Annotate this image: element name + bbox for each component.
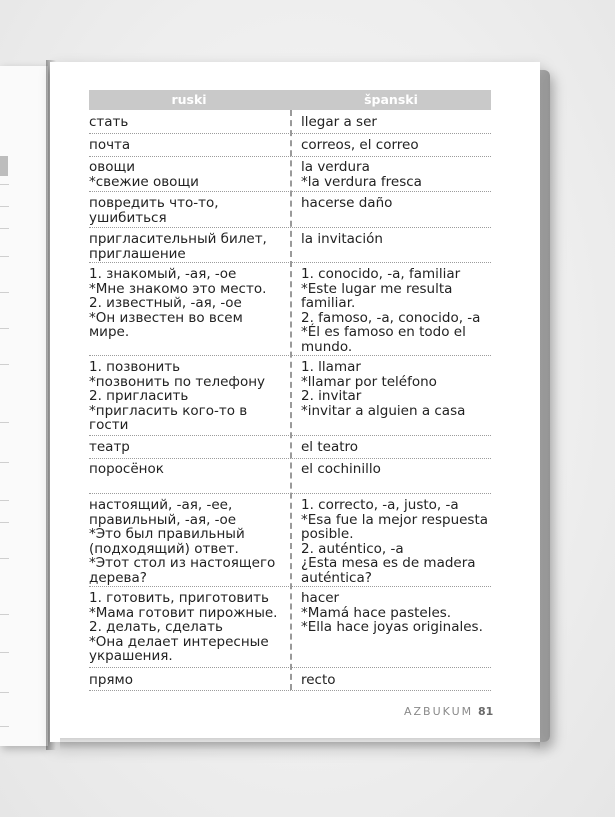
left-page-rule xyxy=(0,522,9,523)
cell-spanski: 1. llamar *llamar por teléfono 2. invitar *invitar a alguien a casa xyxy=(301,359,466,419)
cell-ruski: стать xyxy=(89,114,129,130)
left-page-rule xyxy=(0,500,9,501)
cell-spanski: hacerse daño xyxy=(301,195,393,211)
row-separator xyxy=(89,667,491,668)
left-page-rule xyxy=(0,364,9,365)
row-separator xyxy=(89,690,491,691)
row-separator xyxy=(89,227,491,228)
table-header xyxy=(89,90,491,110)
row-separator xyxy=(89,156,491,157)
page-shadow xyxy=(60,738,540,750)
left-page-rule xyxy=(0,256,9,257)
row-separator xyxy=(89,355,491,356)
row-separator xyxy=(89,262,491,263)
row-separator xyxy=(89,458,491,459)
left-page-rule xyxy=(0,726,9,727)
cell-ruski: 1. готовить, приготовить *Мама готовит пирожные. 2. делать, сделать *Она делает интересные украшения. xyxy=(89,590,278,665)
left-page-rule xyxy=(0,558,9,559)
left-page-rule xyxy=(0,184,9,185)
column-divider xyxy=(290,110,292,690)
left-page-rule xyxy=(0,328,9,329)
left-page-rule xyxy=(0,652,9,653)
cell-spanski: correos, el correo xyxy=(301,137,419,153)
row-separator xyxy=(89,435,491,436)
cell-spanski: el cochinillo xyxy=(301,461,381,477)
cell-ruski: театр xyxy=(89,439,130,455)
page-number: 81 xyxy=(478,705,494,718)
cell-ruski: овощи *свежие овощи xyxy=(89,159,199,190)
cell-spanski: 1. correcto, -a, justo, -a *Esa fue la mejor respuesta posible. 2. auténtico, -a ¿Esta mesa es de madera auténtica? xyxy=(301,497,489,586)
cell-spanski: la invitación xyxy=(301,231,383,247)
left-page-rule xyxy=(0,292,9,293)
cell-spanski: llegar a ser xyxy=(301,114,377,130)
left-page-rule xyxy=(0,692,9,693)
cell-spanski: hacer *Mamá hace pasteles. *Ella hace joyas originales. xyxy=(301,590,483,636)
row-separator xyxy=(89,493,491,494)
column-header-ruski: ruski xyxy=(171,92,207,107)
cell-spanski: la verdura *la verdura fresca xyxy=(301,159,422,190)
cell-ruski: пригласительный билет, приглашение xyxy=(89,231,267,262)
column-header-spanski: španski xyxy=(364,92,418,107)
left-page-rule xyxy=(0,422,9,423)
cell-ruski: 1. позвонить *позвонить по телефону 2. пригласить *пригласить кого-то в гости xyxy=(89,359,266,434)
footer-brand: AZBUKUM xyxy=(404,705,474,718)
cell-ruski: настоящий, -ая, -ее, правильный, -ая, -ое *Это был правильный (подходящий) ответ. *Этот стол из настоящего дерева? xyxy=(89,497,276,586)
left-page xyxy=(0,66,48,746)
left-page-rule xyxy=(0,614,9,615)
row-separator xyxy=(89,133,491,134)
cell-ruski: почта xyxy=(89,137,131,153)
left-page-rule xyxy=(0,462,9,463)
left-page-rule xyxy=(0,228,9,229)
left-page-header-strip xyxy=(0,156,8,176)
cell-ruski: 1. знакомый, -ая, -ое *Мне знакомо это место. 2. известный, -ая, -ое *Он известен во всем мире. xyxy=(89,266,267,341)
cell-ruski: поросёнок xyxy=(89,461,164,477)
row-separator xyxy=(89,191,491,192)
left-page-rule xyxy=(0,206,9,207)
cell-spanski: recto xyxy=(301,672,336,688)
cell-spanski: el teatro xyxy=(301,439,359,455)
cell-spanski: 1. conocido, -a, familiar *Este lugar me resulta familiar. 2. famoso, -a, conocido, -a *Él es famoso en todo el mundo. xyxy=(301,266,481,355)
cell-ruski: повредить что-то, ушибиться xyxy=(89,195,219,226)
cell-ruski: прямо xyxy=(89,672,133,688)
row-separator xyxy=(89,586,491,587)
